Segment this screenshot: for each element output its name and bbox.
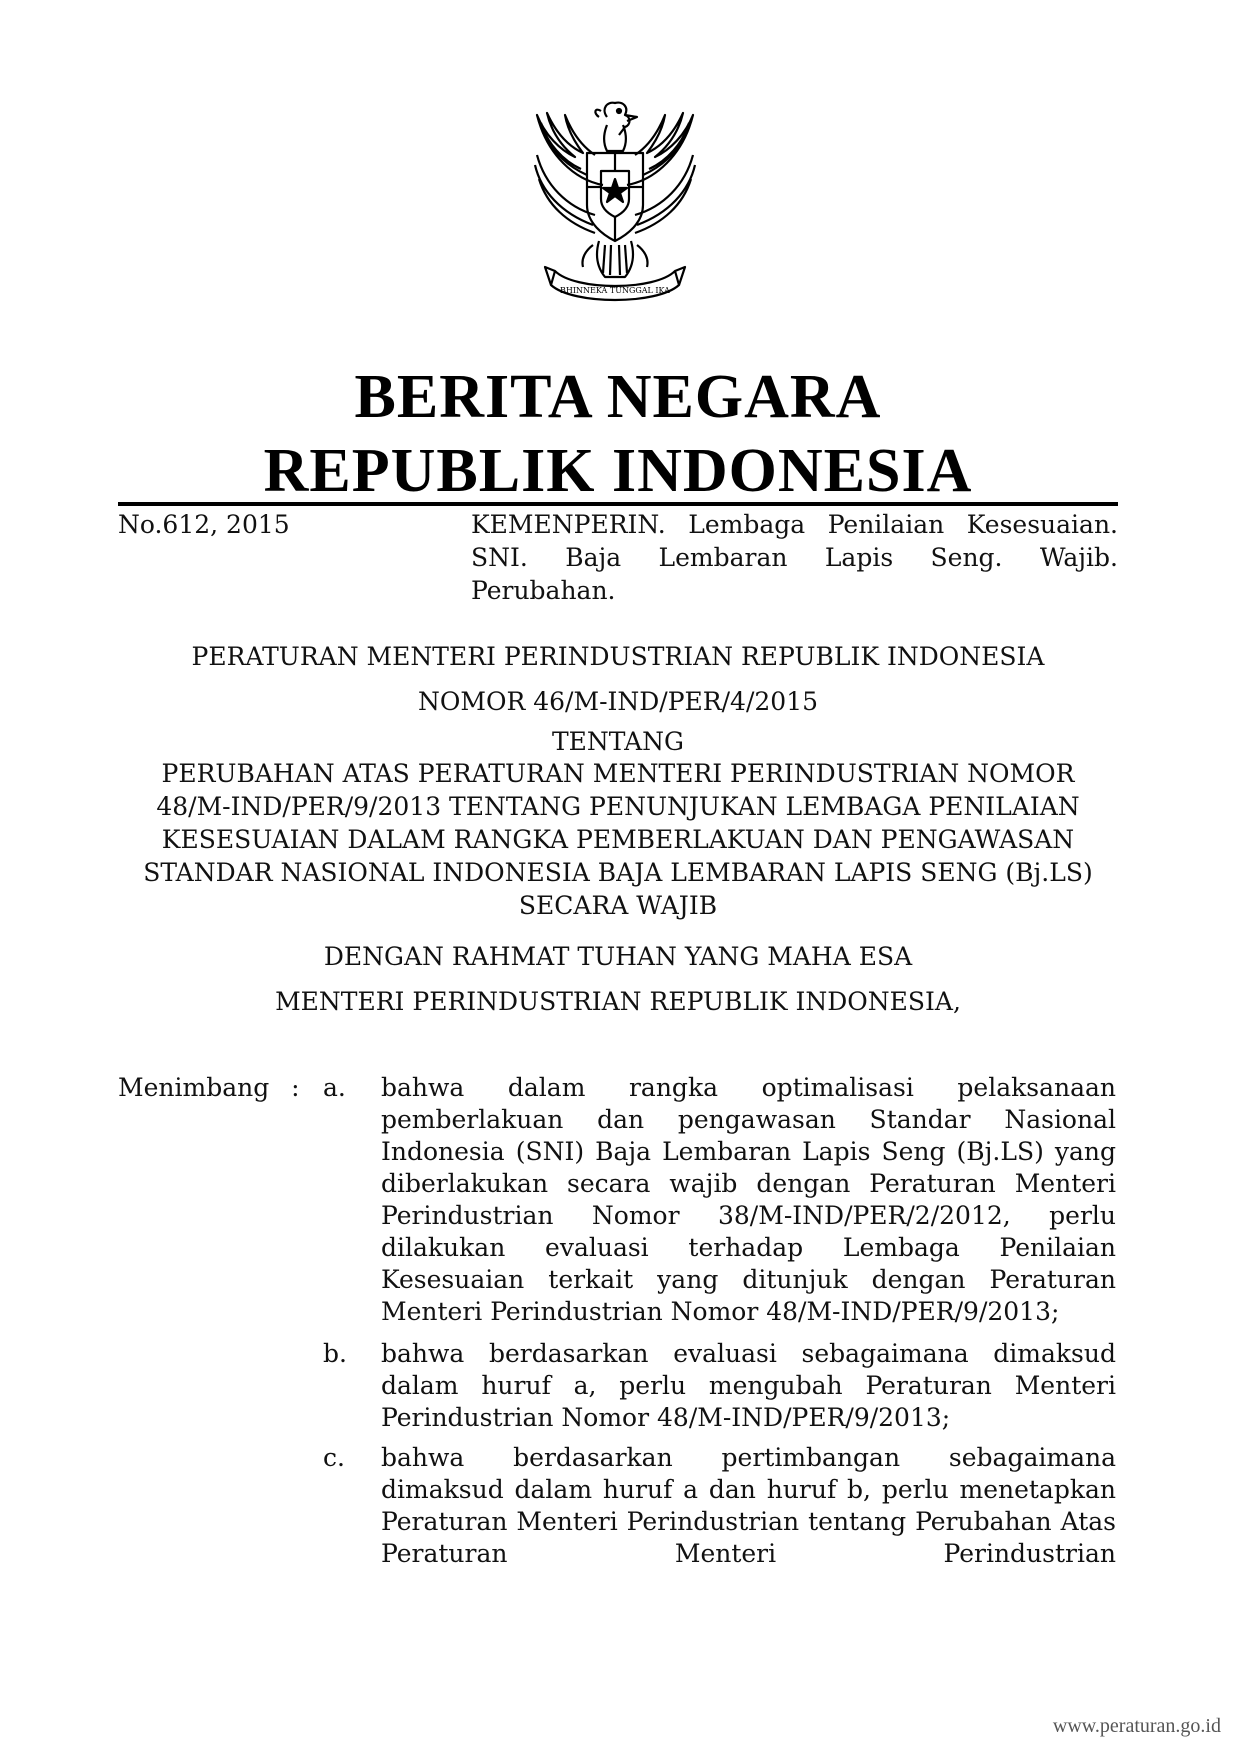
considering-label xyxy=(118,1072,300,1104)
regulation-subject-line: SECARA WAJIB xyxy=(518,891,718,920)
item-letter: b. xyxy=(323,1339,347,1368)
regulation-grace: DENGAN RAHMAT TUHAN YANG MAHA ESA xyxy=(323,942,913,971)
garuda-emblem-icon xyxy=(515,95,715,310)
regulation-about: TENTANG xyxy=(551,727,684,756)
regulation-subject-line: KESESUAIAN DALAM RANGKA PEMBERLAKUAN DAN PENGAWASAN xyxy=(161,825,1075,854)
regulation-subject-line: STANDAR NASIONAL INDONESIA BAJA LEMBARAN LAPIS SENG (Bj.LS) xyxy=(143,858,1093,887)
item-text: bahwa berdasarkan evaluasi sebagaimana dimaksud dalam huruf a, perlu mengubah Peraturan Menteri Perindustrian Nomor 48/M-IND/PER/9/2013; xyxy=(381,1339,1116,1432)
masthead xyxy=(118,360,1118,508)
subject-summary: KEMENPERIN. Lembaga Penilaian Kesesuaian. SNI. Baja Lembaran Lapis Seng. Wajib. Perubahan. xyxy=(471,510,1118,605)
regulation-subject-line: 48/M-IND/PER/9/2013 TENTANG PENUNJUKAN LEMBAGA PENILAIAN xyxy=(156,792,1080,821)
considering-label-text: Menimbang xyxy=(118,1073,270,1102)
regulation-number: NOMOR 46/M-IND/PER/4/2015 xyxy=(418,687,818,716)
footer-website: www.peraturan.go.id xyxy=(1052,1715,1221,1737)
item-text: bahwa berdasarkan pertimbangan sebagaimana dimaksud dalam huruf a dan huruf b, perlu menetapkan Peraturan Menteri Perindustrian tentang Perubahan Atas Peraturan Menteri Perindustrian xyxy=(381,1443,1116,1568)
regulation-authority: MENTERI PERINDUSTRIAN REPUBLIK INDONESIA, xyxy=(275,987,961,1016)
masthead-divider xyxy=(118,502,1118,506)
regulation-title: PERATURAN MENTERI PERINDUSTRIAN REPUBLIK INDONESIA xyxy=(191,642,1045,671)
regulation-subject xyxy=(118,757,1118,922)
emblem-motto: BHINNEKA TUNGGAL IKA xyxy=(560,286,670,295)
regulation-subject-line: PERUBAHAN ATAS PERATURAN MENTERI PERINDUSTRIAN NOMOR xyxy=(161,759,1075,788)
considering-separator: : xyxy=(291,1073,300,1102)
edition-number: No.612, 2015 xyxy=(118,510,290,539)
masthead-line-2: REPUBLIK INDONESIA xyxy=(263,437,973,505)
masthead-line-1: BERITA NEGARA xyxy=(354,363,882,431)
item-letter: a. xyxy=(323,1073,346,1102)
item-letter: c. xyxy=(323,1443,345,1472)
item-text: bahwa dalam rangka optimalisasi pelaksanaan pemberlakuan dan pengawasan Standar Nasional Indonesia (SNI) Baja Lembaran Lapis Seng (Bj.LS) yang diberlakukan secara wajib dengan Peraturan Menteri Perindustrian Nomor 38/M-IND/PER/2/2012, perlu dilakukan evaluasi terhadap Lembaga Penilaian Kesesuaian terkait yang ditunjuk dengan Peraturan Menteri Perindustrian Nomor 48/M-IND/PER/9/2013; xyxy=(381,1073,1116,1326)
